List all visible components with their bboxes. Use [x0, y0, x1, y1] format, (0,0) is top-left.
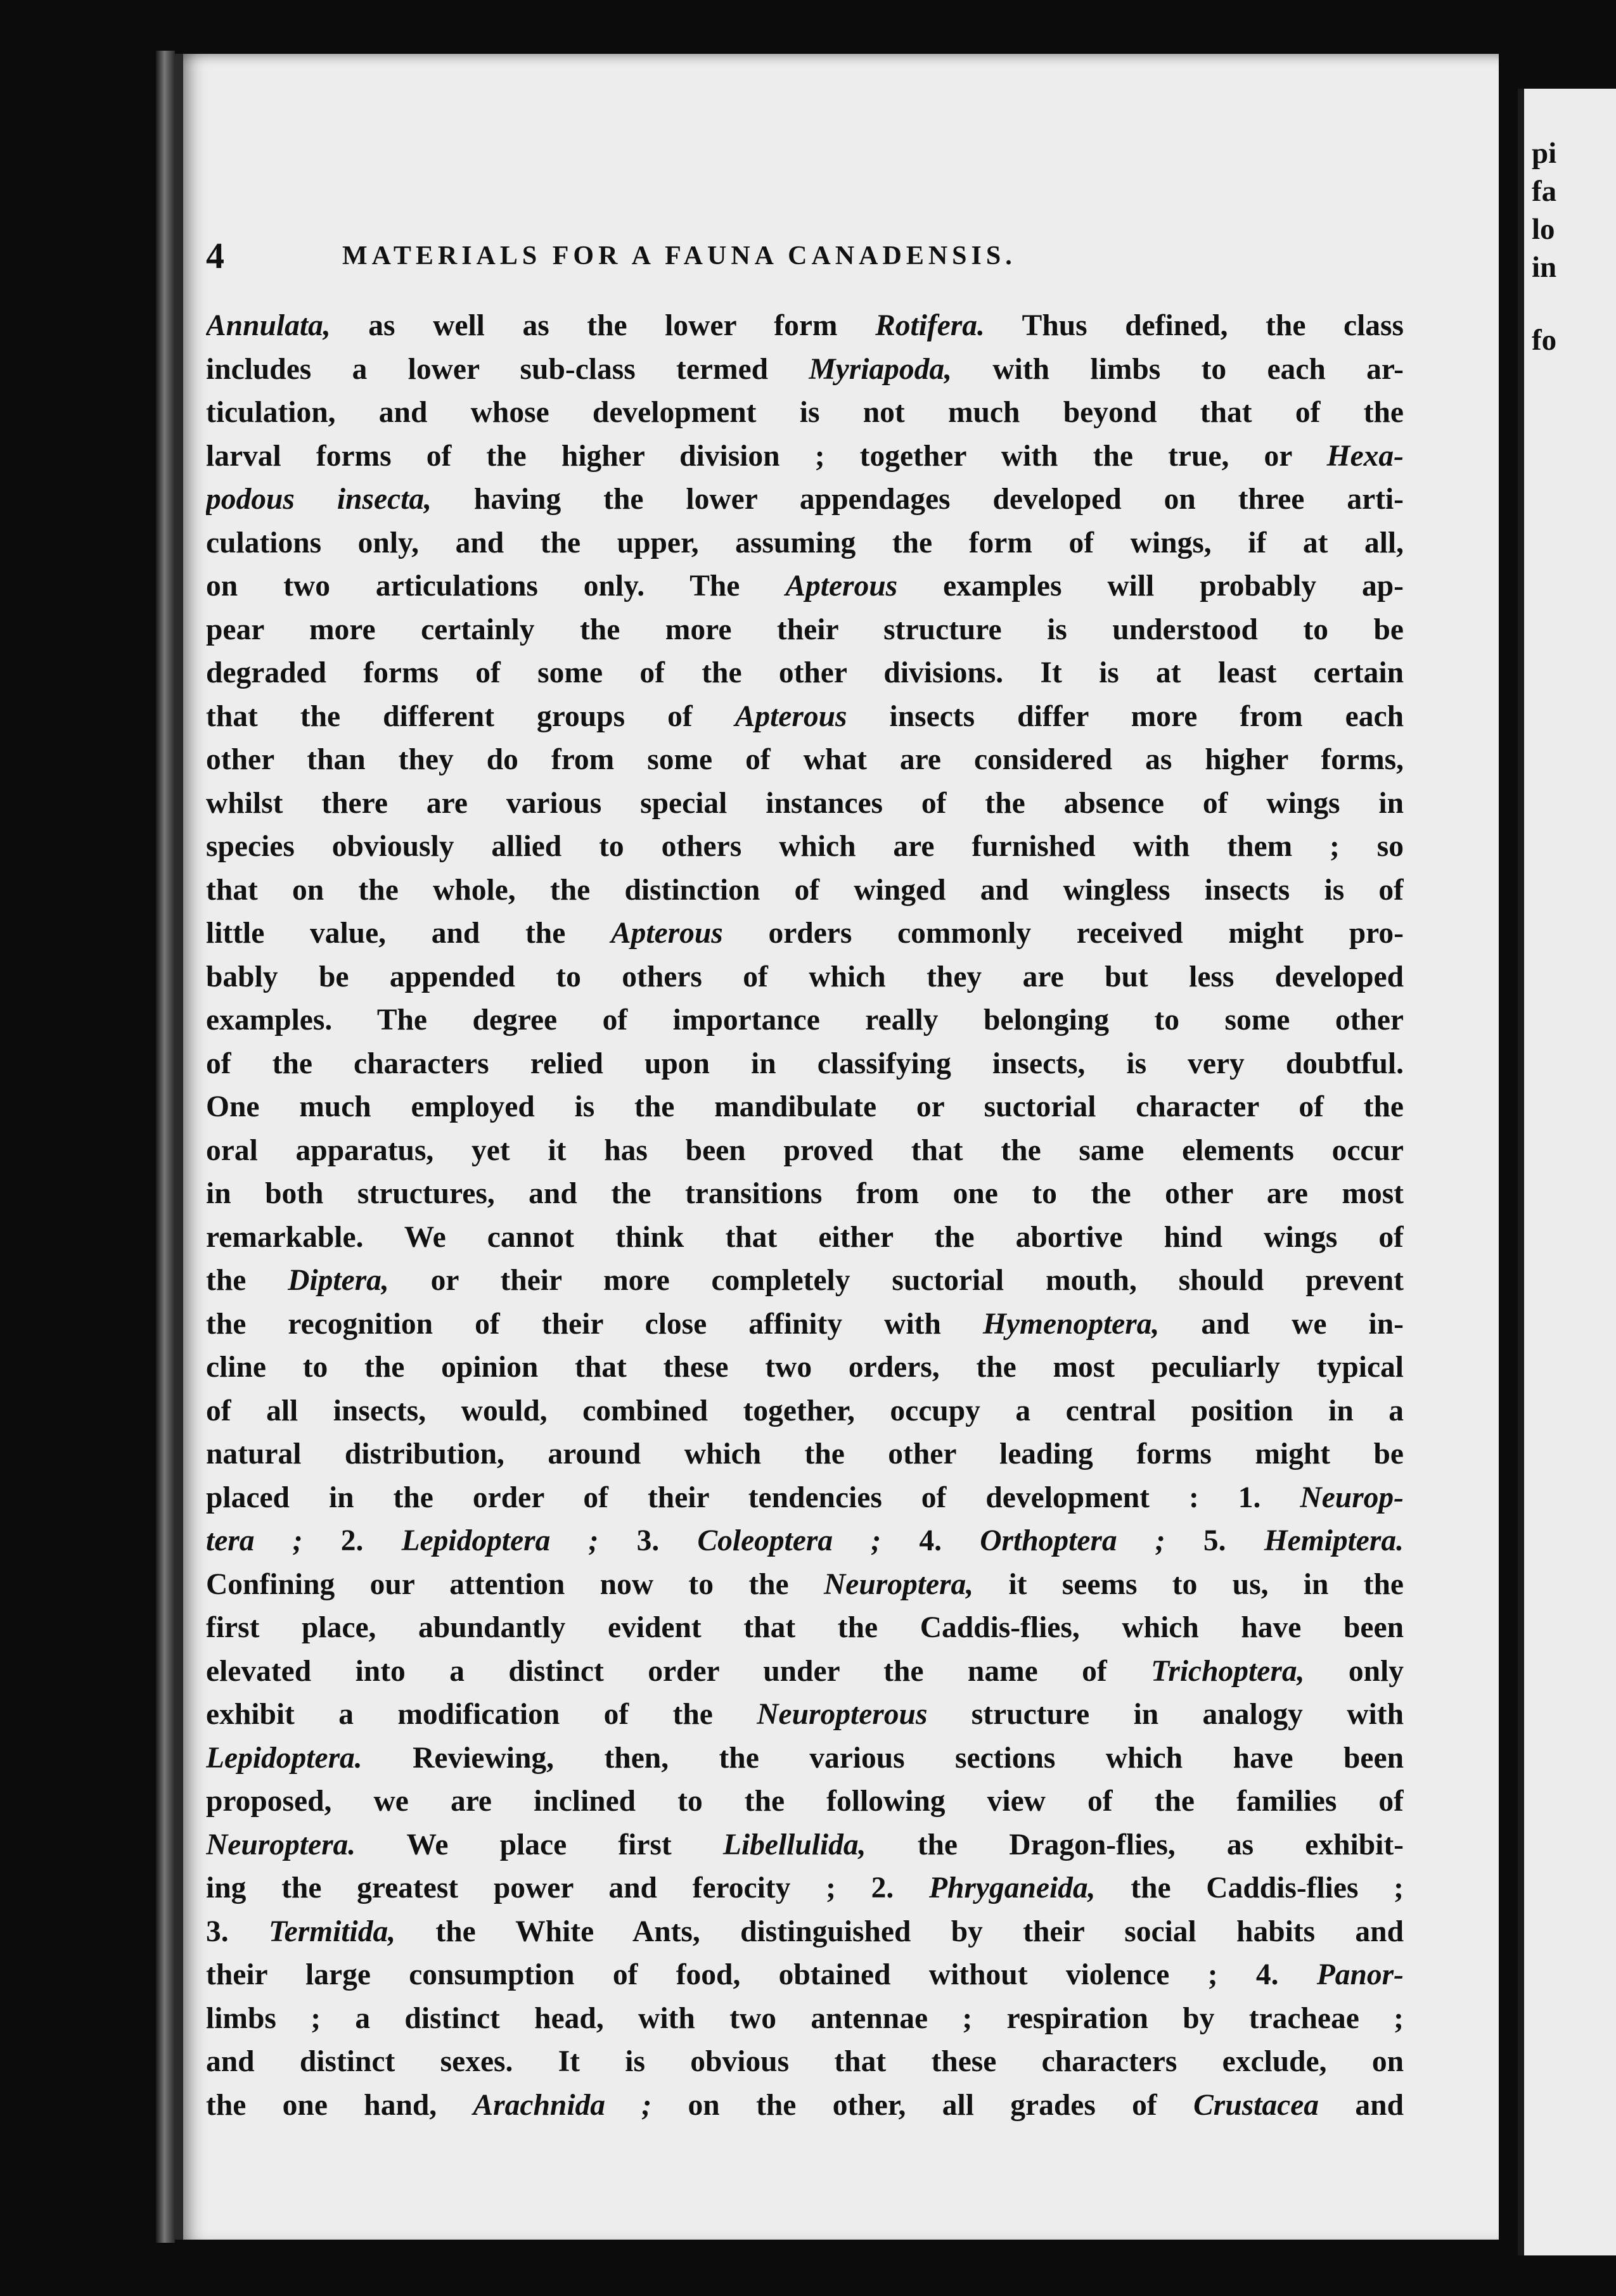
facing-page-text-fragment: fa	[1532, 175, 1557, 208]
text-line	[206, 478, 1404, 521]
text-line	[206, 1085, 1404, 1129]
italic-term: Rotifera.	[875, 309, 985, 342]
text-run: the	[206, 1264, 288, 1297]
text-run: proposed, we are inclined to the following view of the families of	[206, 1785, 1404, 1818]
text-line	[206, 1737, 1404, 1780]
page-header	[206, 234, 1195, 291]
facing-page-text-fragment: in	[1532, 251, 1557, 284]
text-line	[206, 1563, 1404, 1607]
text-line	[206, 1303, 1404, 1346]
text-run: elevated into a distinct order under the name of	[206, 1654, 1151, 1688]
text-line	[206, 1346, 1404, 1389]
text-line	[206, 912, 1404, 955]
text-line	[206, 1259, 1404, 1303]
text-line	[206, 1997, 1404, 2041]
italic-term: Libellulida,	[722, 1828, 866, 1861]
text-line	[206, 782, 1404, 826]
text-line	[206, 564, 1404, 608]
text-line	[206, 348, 1404, 392]
text-run: having the lower appendages developed on three arti-	[431, 483, 1404, 516]
text-line	[206, 1823, 1404, 1867]
text-run: placed in the order of their tendencies of development : 1.	[206, 1481, 1300, 1514]
text-line	[206, 1172, 1404, 1216]
text-line	[206, 608, 1404, 652]
italic-term: Apterous	[734, 699, 847, 733]
text-run: Reviewing, then, the various sections which have been	[362, 1741, 1404, 1775]
text-line	[206, 1042, 1404, 1086]
text-line	[206, 1606, 1404, 1650]
text-run: includes a lower sub-class termed	[206, 352, 809, 386]
italic-term: Hexa-	[1326, 439, 1404, 473]
text-run: 4.	[881, 1524, 980, 1557]
text-line	[206, 1519, 1404, 1563]
text-run: natural distribution, around which the other leading forms might be	[206, 1438, 1404, 1470]
page-gutter-edge	[156, 51, 175, 2243]
page-number: 4	[206, 235, 224, 276]
text-run: only	[1304, 1654, 1404, 1688]
text-run: insects differ more from each	[847, 699, 1404, 733]
text-run: oral apparatus, yet it has been proved that the same elements occur	[206, 1133, 1404, 1167]
text-run: their large consumption of food, obtained without violence ; 4.	[206, 1958, 1317, 1991]
text-run: it seems to us, in the	[973, 1567, 1404, 1601]
text-run: orders commonly received might pro-	[722, 917, 1404, 950]
italic-term: Hemiptera.	[1264, 1524, 1404, 1557]
text-run: 2.	[302, 1524, 402, 1557]
text-run: the Dragon-flies, as exhibit-	[866, 1828, 1404, 1861]
text-run: culations only, and the upper, assuming the form of wings, if at all,	[206, 526, 1404, 559]
italic-term: Lepidoptera ;	[401, 1524, 599, 1557]
text-line	[206, 651, 1404, 695]
text-line	[206, 2040, 1404, 2084]
text-line	[206, 1910, 1404, 1954]
text-run: whilst there are various special instances of the absence of wings in	[206, 786, 1404, 820]
italic-term: Neurop-	[1300, 1481, 1404, 1514]
text-run: or their more completely suctorial mouth, should prevent	[388, 1264, 1404, 1297]
italic-term: Apterous	[785, 570, 898, 603]
text-run: 3.	[206, 1915, 269, 1948]
facing-page-text-fragment: pi	[1532, 137, 1557, 170]
facing-page-text-fragment: fo	[1532, 324, 1557, 357]
text-run: the Caddis-flies ;	[1095, 1872, 1404, 1904]
text-run: 5.	[1165, 1524, 1264, 1557]
text-run: species obviously allied to others which are furnished with them ; so	[206, 830, 1404, 863]
running-title: MATERIALS FOR A FAUNA CANADENSIS.	[342, 241, 1016, 271]
text-run: little value, and the	[206, 917, 611, 950]
italic-term: Neuroptera.	[206, 1828, 356, 1861]
text-line	[206, 1693, 1404, 1737]
text-run: other than they do from some of what are considered as higher forms,	[206, 743, 1404, 776]
text-run: degraded forms of some of the other divisions. It is at least certain	[206, 656, 1404, 689]
text-run: Thus defined, the class	[984, 309, 1404, 342]
text-line	[206, 1476, 1404, 1520]
text-run: ing the greatest power and ferocity ; 2.	[206, 1872, 929, 1904]
text-run: pear more certainly the more their structure is understood to be	[206, 613, 1404, 646]
text-line	[206, 1780, 1404, 1823]
text-line	[206, 1389, 1404, 1433]
italic-term: Neuropterous	[757, 1698, 928, 1731]
text-run: ticulation, and whose development is not much beyond that of the	[206, 396, 1404, 429]
text-run: and	[1319, 2088, 1404, 2122]
text-run: cline to the opinion that these two orders, the most peculiarly typical	[206, 1351, 1404, 1384]
text-line	[206, 521, 1404, 565]
text-run: and distinct sexes. It is obvious that these characters exclude, on	[206, 2045, 1404, 2078]
text-run: of all insects, would, combined together, occupy a central position in a	[206, 1394, 1404, 1427]
italic-term: Trichoptera,	[1151, 1654, 1305, 1688]
italic-term: Neuroptera,	[823, 1567, 974, 1601]
text-line	[206, 1129, 1404, 1173]
text-line	[206, 391, 1404, 435]
italic-term: Lepidoptera.	[206, 1741, 362, 1775]
text-run: examples will probably ap-	[897, 570, 1404, 603]
text-line	[206, 304, 1404, 348]
text-run: of the characters relied upon in classifying insects, is very doubtful.	[206, 1047, 1404, 1080]
italic-term: Diptera,	[288, 1264, 389, 1297]
italic-term: Termitida,	[268, 1915, 396, 1948]
text-line	[206, 1866, 1404, 1910]
italic-term: Apterous	[610, 917, 723, 950]
italic-term: Arachnida ;	[473, 2088, 652, 2122]
text-line	[206, 1650, 1404, 1693]
italic-term: Myriapoda,	[809, 352, 952, 386]
text-line	[206, 998, 1404, 1042]
text-line	[206, 1216, 1404, 1260]
text-run: the one hand,	[206, 2088, 473, 2122]
text-run: larval forms of the higher division ; together with the true, or	[206, 439, 1327, 473]
text-run: the recognition of their close affinity with	[206, 1307, 983, 1341]
italic-term: tera ;	[206, 1524, 303, 1557]
text-run: first place, abundantly evident that the Caddis-flies, which have been	[206, 1611, 1404, 1644]
text-run: on the other, all grades of	[651, 2088, 1194, 2122]
italic-term: Panor-	[1316, 1958, 1404, 1991]
italic-term: Orthoptera ;	[980, 1524, 1165, 1557]
text-run: 3.	[598, 1524, 698, 1557]
italic-term: podous insecta,	[206, 483, 432, 516]
text-run: the White Ants, distinguished by their social habits and	[395, 1915, 1404, 1948]
facing-page-fragment	[1518, 89, 1616, 2255]
text-run: that on the whole, the distinction of winged and wingless insects is of	[206, 873, 1404, 907]
text-run: examples. The degree of importance really belonging to some other	[206, 1004, 1404, 1036]
text-run: exhibit a modification of the	[206, 1698, 757, 1731]
text-run: limbs ; a distinct head, with two antennae ; respiration by tracheae ;	[206, 2001, 1404, 2035]
text-line	[206, 869, 1404, 912]
text-run: One much employed is the mandibulate or suctorial character of the	[206, 1090, 1404, 1123]
text-run: in both structures, and the transitions from one to the other are most	[206, 1177, 1404, 1210]
text-run: We place first	[356, 1828, 723, 1861]
text-run: Confining our attention now to the	[206, 1567, 824, 1601]
text-run: remarkable. We cannot think that either the abortive hind wings of	[206, 1220, 1404, 1254]
italic-term: Annulata,	[206, 309, 331, 342]
italic-term: Crustacea	[1193, 2088, 1319, 2122]
text-run: structure in analogy with	[927, 1698, 1404, 1731]
text-run: with limbs to each ar-	[952, 352, 1404, 386]
text-line	[206, 2084, 1404, 2127]
text-run: and we in-	[1159, 1307, 1404, 1341]
italic-term: Coleoptera ;	[697, 1524, 882, 1557]
text-line	[206, 1953, 1404, 1997]
text-line	[206, 738, 1404, 782]
text-run: on two articulations only. The	[206, 570, 786, 603]
text-run: as well as the lower form	[330, 309, 876, 342]
text-line	[206, 435, 1404, 478]
text-line	[206, 955, 1404, 999]
body-text	[206, 304, 1404, 2127]
italic-term: Hymenoptera,	[982, 1307, 1160, 1341]
text-run: that the different groups of	[206, 699, 735, 733]
text-line	[206, 1432, 1404, 1476]
facing-page-text-fragment: lo	[1532, 213, 1555, 246]
text-line	[206, 825, 1404, 869]
italic-term: Phryganeida,	[928, 1872, 1096, 1904]
text-run: bably be appended to others of which they are but less developed	[206, 960, 1404, 993]
text-line	[206, 695, 1404, 739]
